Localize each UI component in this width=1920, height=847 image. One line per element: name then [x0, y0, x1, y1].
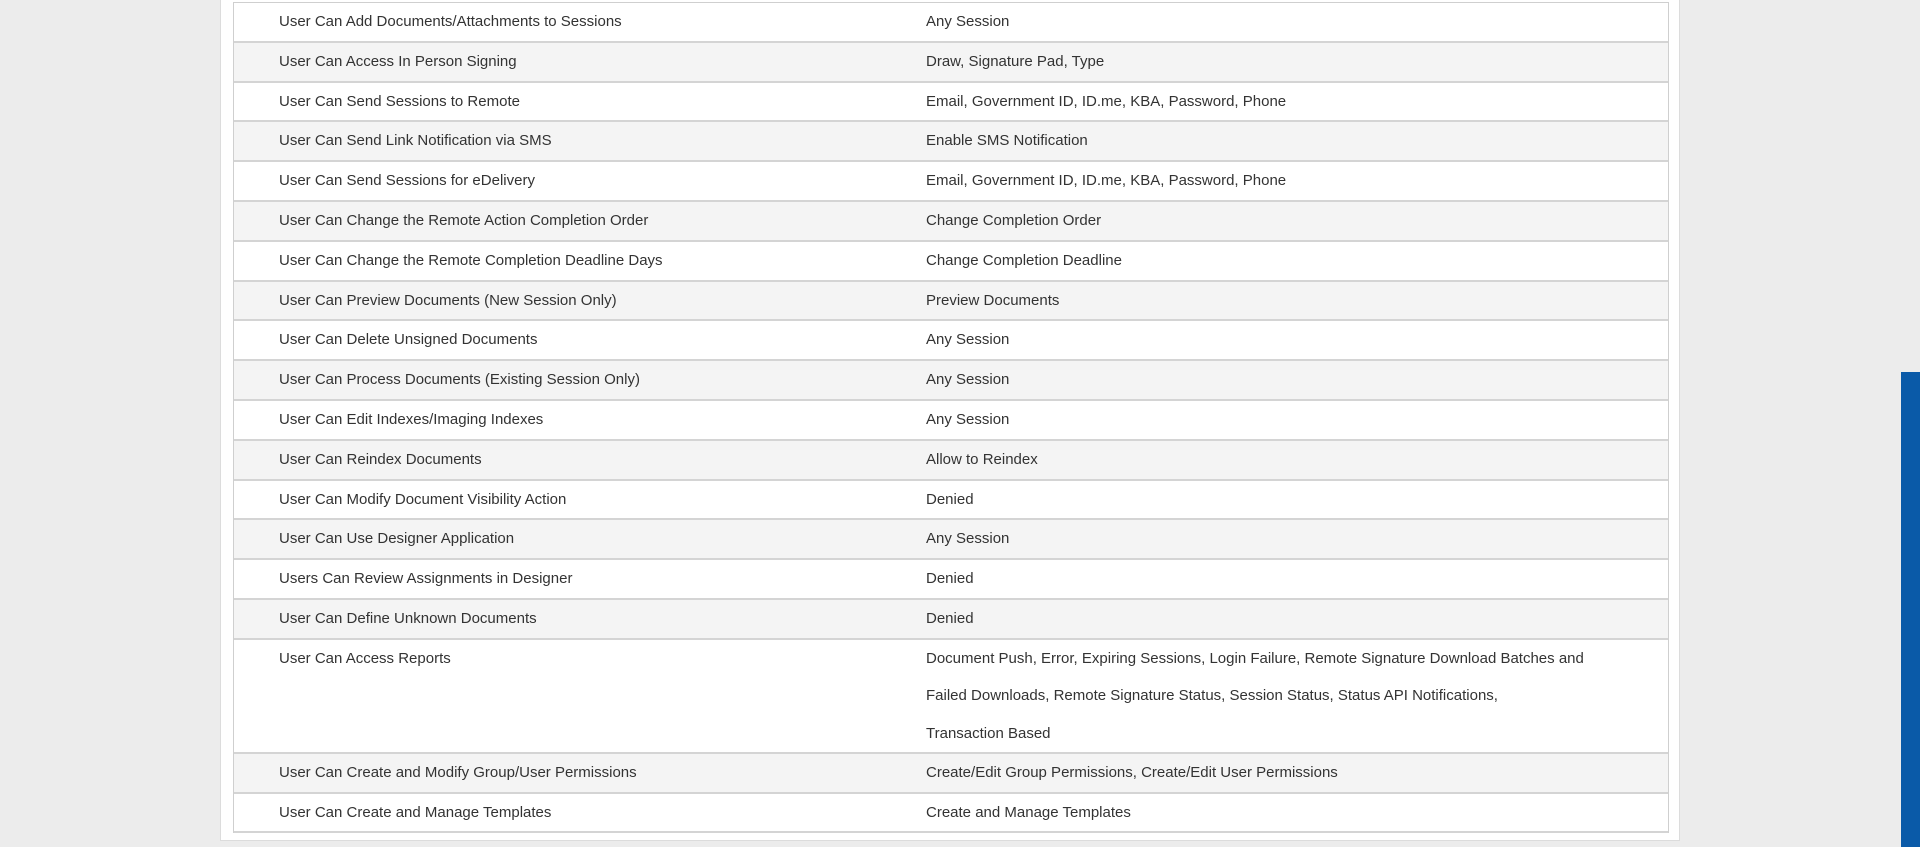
- permissions-panel: [220, 0, 1680, 841]
- table-row: [234, 441, 1668, 481]
- table-row: [234, 754, 1668, 794]
- permission-value: Draw, Signature Pad, Type: [926, 52, 1105, 70]
- permission-name: User Can Create and Manage Templates: [279, 803, 552, 821]
- table-row: [234, 242, 1668, 282]
- table-row: [234, 162, 1668, 202]
- permissions-table: [233, 2, 1669, 833]
- permission-value: Any Session: [926, 410, 1010, 428]
- permission-value: Enable SMS Notification: [926, 132, 1088, 150]
- permission-value: Any Session: [926, 530, 1010, 548]
- permission-value: Email, Government ID, ID.me, KBA, Password, Phone: [926, 92, 1287, 110]
- permission-name: Users Can Review Assignments in Designer: [279, 570, 573, 588]
- permission-value: Email, Government ID, ID.me, KBA, Password, Phone: [926, 172, 1287, 190]
- permission-value: Any Session: [926, 371, 1010, 389]
- table-row: [234, 43, 1668, 83]
- permission-value: Change Completion Deadline: [926, 251, 1122, 269]
- permission-name: User Can Change the Remote Action Completion Order: [279, 211, 649, 229]
- permission-value-line: Document Push, Error, Expiring Sessions, Login Failure, Remote Signature Download Batches and: [926, 649, 1584, 667]
- scrollbar-thumb[interactable]: [1901, 372, 1920, 847]
- table-row: [234, 282, 1668, 322]
- permission-name: User Can Delete Unsigned Documents: [279, 331, 538, 349]
- permission-value: [926, 640, 1668, 752]
- permission-value: Create and Manage Templates: [926, 803, 1131, 821]
- scrollbar[interactable]: [1901, 0, 1920, 847]
- table-row: [234, 202, 1668, 242]
- table-row: [234, 640, 1668, 754]
- permission-name: User Can Create and Modify Group/User Permissions: [279, 763, 637, 781]
- permission-name: User Can Process Documents (Existing Session Only): [279, 371, 640, 389]
- permission-name: User Can Send Link Notification via SMS: [279, 132, 552, 150]
- permission-name: User Can Use Designer Application: [279, 530, 515, 548]
- permission-name: User Can Modify Document Visibility Action: [279, 490, 567, 508]
- permission-name: User Can Define Unknown Documents: [279, 609, 537, 627]
- permission-value: Preview Documents: [926, 291, 1060, 309]
- permission-value: Any Session: [926, 13, 1010, 30]
- permission-value-line: Transaction Based: [926, 724, 1051, 742]
- permission-name: User Can Send Sessions to Remote: [279, 92, 520, 110]
- table-row: [234, 560, 1668, 600]
- permission-value-line: Failed Downloads, Remote Signature Status, Session Status, Status API Notifications,: [926, 687, 1498, 705]
- permission-value: Any Session: [926, 331, 1010, 349]
- table-row: [234, 481, 1668, 521]
- permission-value: Denied: [926, 490, 974, 508]
- permission-name: User Can Preview Documents (New Session Only): [279, 291, 617, 309]
- table-row: [234, 122, 1668, 162]
- permission-name: User Can Send Sessions for eDelivery: [279, 172, 535, 190]
- permission-name: User Can Reindex Documents: [279, 450, 482, 468]
- permission-value: Create/Edit Group Permissions, Create/Edit User Permissions: [926, 763, 1338, 781]
- table-row: [234, 794, 1668, 834]
- table-row: [234, 361, 1668, 401]
- table-row: [234, 83, 1668, 123]
- permission-value: Allow to Reindex: [926, 450, 1038, 468]
- table-row: [234, 3, 1668, 43]
- permission-value: Change Completion Order: [926, 211, 1102, 229]
- table-row: [234, 321, 1668, 361]
- permission-name: User Can Access Reports: [279, 649, 451, 667]
- table-row: [234, 401, 1668, 441]
- table-row: [234, 520, 1668, 560]
- permission-value: Denied: [926, 570, 974, 588]
- permission-name: User Can Edit Indexes/Imaging Indexes: [279, 410, 544, 428]
- permission-value: Denied: [926, 609, 974, 627]
- permission-name: User Can Access In Person Signing: [279, 52, 517, 70]
- permission-name: User Can Add Documents/Attachments to Sessions: [279, 13, 622, 30]
- permission-name: User Can Change the Remote Completion Deadline Days: [279, 251, 663, 269]
- table-row: [234, 600, 1668, 640]
